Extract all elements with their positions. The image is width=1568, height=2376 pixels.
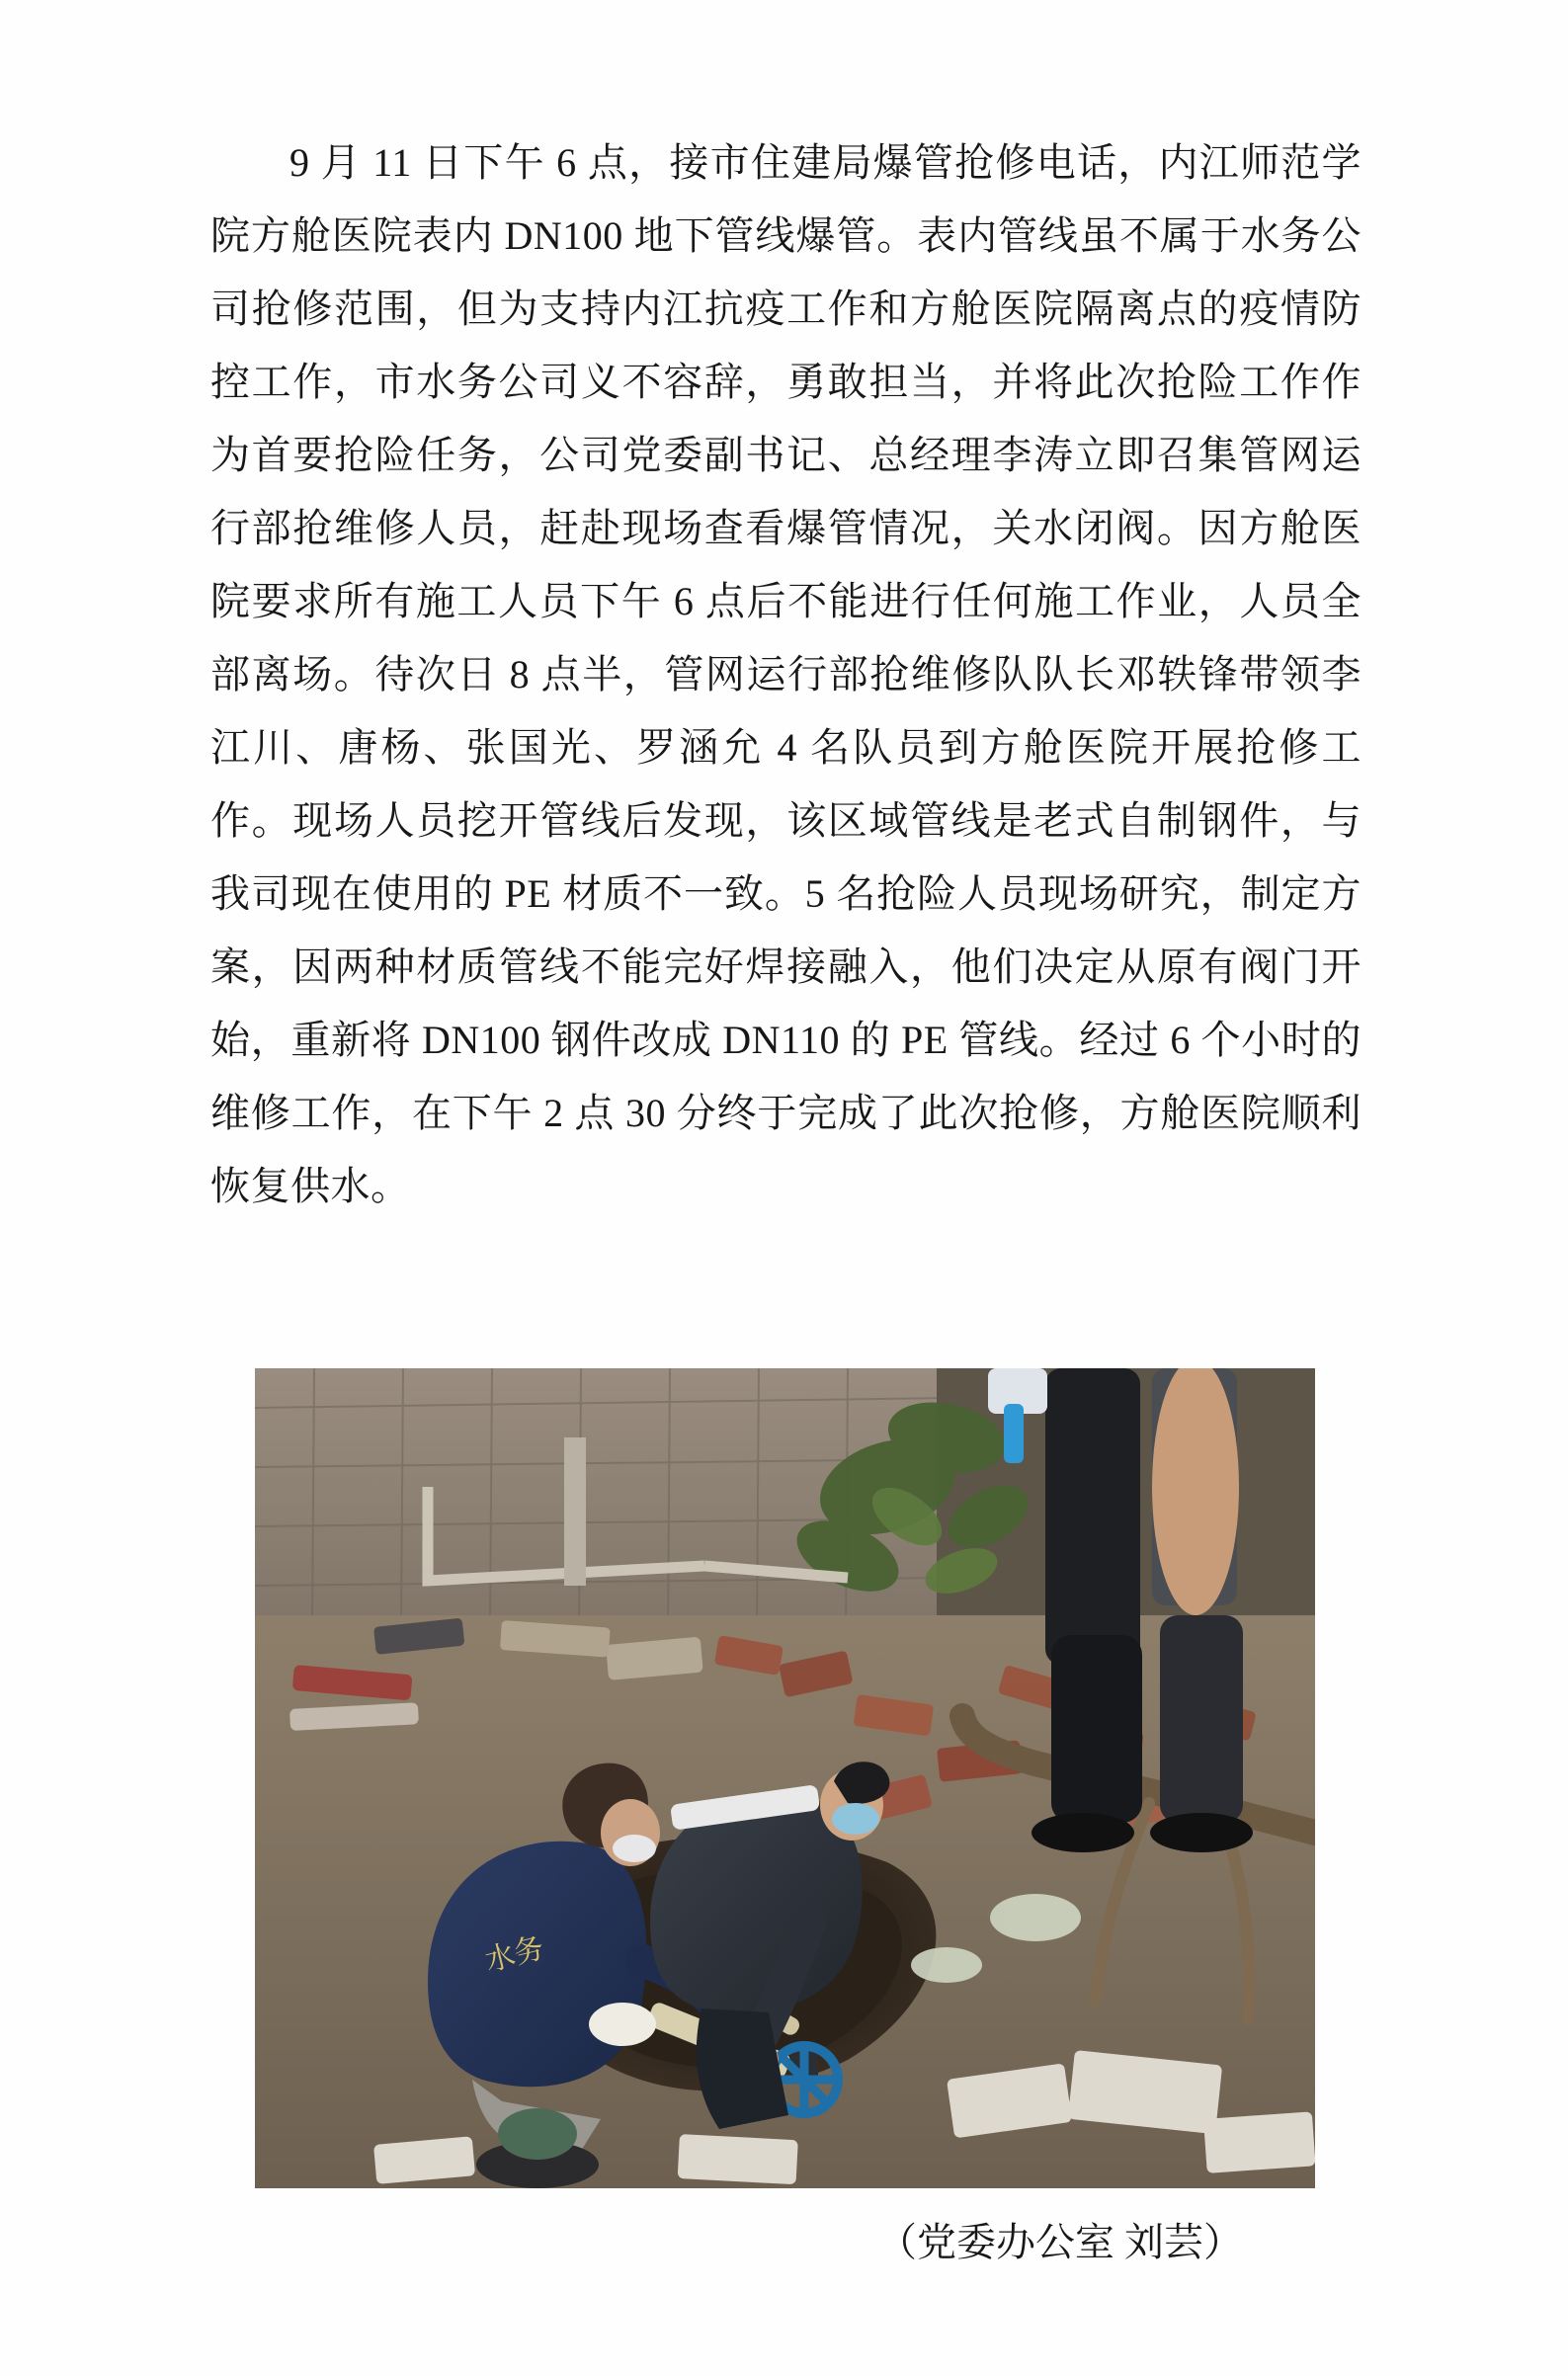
svg-text:水务: 水务 bbox=[481, 1930, 548, 1979]
article-body bbox=[210, 126, 1362, 1223]
figure-container bbox=[255, 1368, 1315, 2188]
body-paragraph: 9 月 11 日下午 6 点，接市住建局爆管抢修电话，内江师范学院方舱医院表内 DN100 地下管线爆管。表内管线虽不属于水务公司抢修范围，但为支持内江抗疫工作和方舱医院隔离点的疫情防控工作，市水务公司义不容辞，勇敢担当，并将此次抢险工作作为首要抢险任务，公司党委副书记、总经理李涛立即召集管网运行部抢维修人员，赶赴现场查看爆管情况，关水闭阀。因方舱医院要求所有施工人员下午 6 点后不能进行任何施工作业，人员全部离场。待次日 8 点半，管网运行部抢维修队队长邓轶锋带领李江川、唐杨、张国光、罗涵允 4 名队员到方舱医院开展抢修工作。现场人员挖开管线后发现，该区域管线是老式自制钢件，与我司现在使用的 PE 材质不一致。5 名抢险人员现场研究，制定方案，因两种材质管线不能完好焊接融入，他们决定从原有阀门开始，重新将 DN100 钢件改成 DN110 的 PE 管线。经过 6 个小时的维修工作，在下午 2 点 30 分终于完成了此次抢修，方舱医院顺利恢复供水。 bbox=[210, 140, 1362, 1208]
figure-caption: （党委办公室 刘芸） bbox=[877, 2220, 1243, 2264]
repair-site-photo bbox=[255, 1368, 1315, 2188]
